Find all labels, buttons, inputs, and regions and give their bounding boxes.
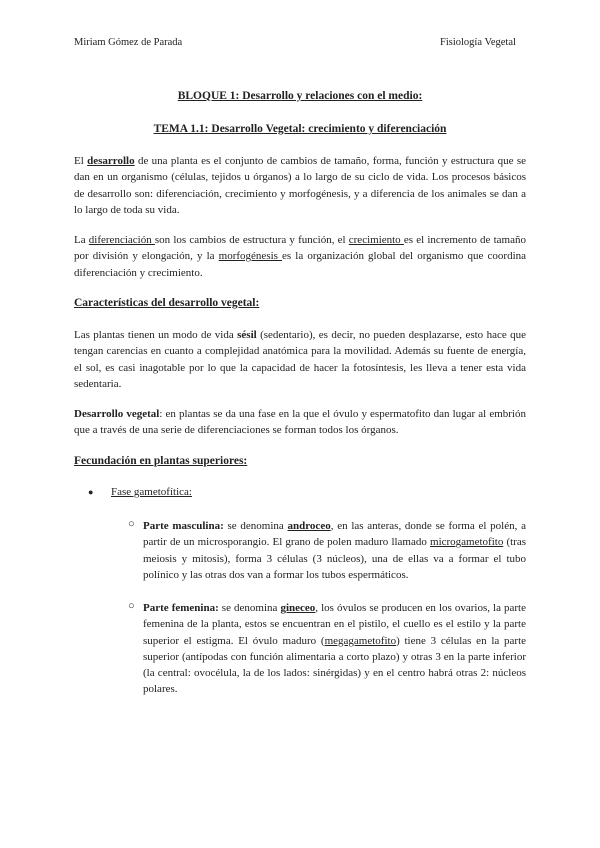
term-desarrollo: desarrollo [87, 155, 135, 167]
term-gineceo: gineceo [280, 602, 316, 614]
heading-caracteristicas: Características del desarrollo vegetal: [74, 297, 260, 309]
paragraph-desarrollo-vegetal: Desarrollo vegetal: en plantas se da una fase en la que el óvulo y espermatofito dan lugar al embrión que a través de una serie de diferenciaciones se forman todos los órganos. [74, 408, 526, 437]
list-item-parte-femenina: Parte femenina: se denomina gineceo, los óvulos se producen en los ovarios, la parte femenina de la planta, estos se encuentran en el pistilo, el cuello es el estilo y la parte superior el estigma. El óvulo maduro (megagametofito) tiene 3 células en la parte superior (antípodas con función alimentaria a corto plazo) y otras 3 en la parte inferior (la central: ovocélula, la de los lados: sinérgidas) y en el centro habrá otras 2: núcleos polares. [143, 602, 527, 696]
term-microgametofito: microgametofito [430, 536, 504, 549]
circle-bullet-icon: ○ [128, 600, 135, 612]
block-title: BLOQUE 1: Desarrollo y relaciones con el medio: [177, 90, 423, 102]
term-megagametofito: megagametofito [324, 634, 397, 647]
header-author: Miriam Gómez de Parada [74, 37, 183, 48]
term-sesil: sésil [237, 329, 257, 341]
list-item-fase-gametofitica: Fase gametofítica: [111, 486, 192, 498]
list-item-parte-masculina: Parte masculina: se denomina androceo, en las anteras, donde se forma el polén, a partir de un microsporangio. El grano de polen maduro llamado microgametofito (tras meiosis y mitosis), forma 3 células (3 núcleos), una de ellas va a formar el tubo polínico y las otras dos van a formar los tubos espermáticos. [143, 520, 527, 581]
term-morfogenesis: morfogénesis [218, 250, 283, 263]
paragraph-sesil: Las plantas tienen un modo de vida sésil (sedentario), es decir, no pueden desplazarse, esto hace que tengan carencias en cuanto a complejidad anatómica para la movilidad. Además su fuente de energía, el sol, es casi inagotable por lo que la capacidad de hacer la fotosíntesis, les lleva a tener esta vida sedentaria. [74, 329, 526, 390]
term-desarrollo-vegetal: Desarrollo vegetal [74, 408, 160, 420]
topic-title: TEMA 1.1: Desarrollo Vegetal: crecimiento y diferenciación [153, 123, 447, 135]
term-crecimiento: crecimiento [348, 234, 404, 246]
term-androceo: androceo [287, 520, 331, 532]
circle-bullet-icon: ○ [128, 518, 135, 530]
paragraph-desarrollo: El desarrollo de una planta es el conjunto de cambios de tamaño, forma, función y estructura que se dan en un organismo (células, tejidos u órganos) a lo largo de su ciclo de vida. Los procesos básicos de desarrollo son: diferenciación, crecimiento y morfogénesis, y a diferencia de los animales se dan a lo largo de toda su vida. [74, 155, 526, 216]
header-subject: Fisiología Vegetal [440, 37, 516, 48]
paragraph-definiciones: La diferenciación son los cambios de estructura y función, el crecimiento es el incremento de tamaño por división y elongación, y la morfogénesis es la organización global del organismo que coordina diferenciación y crecimiento. [74, 234, 527, 279]
term-diferenciacion: diferenciación [88, 234, 155, 246]
bullet-icon: ● [88, 487, 94, 497]
heading-fecundacion: Fecundación en plantas superiores: [74, 455, 248, 467]
